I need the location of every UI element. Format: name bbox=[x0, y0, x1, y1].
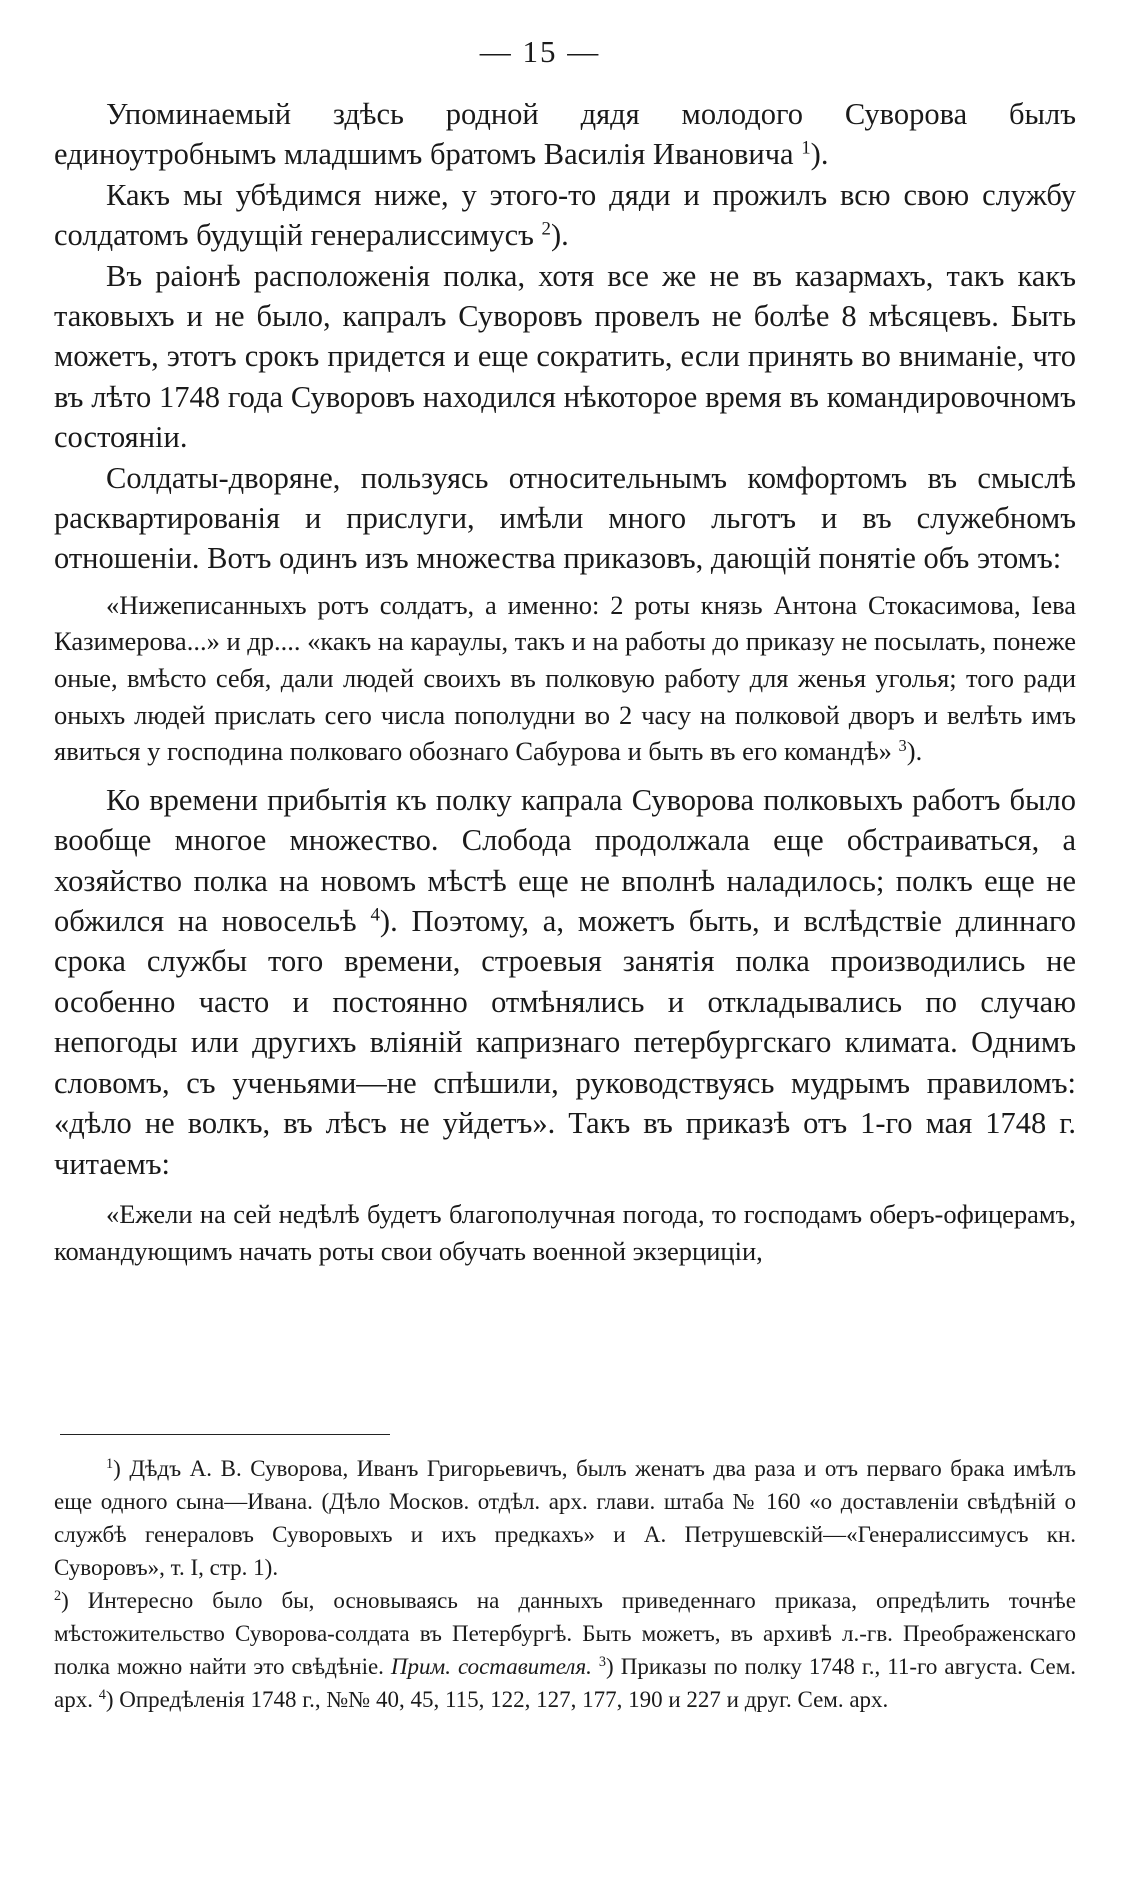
footnote-divider bbox=[60, 1434, 390, 1435]
paragraph-2-tail: ). bbox=[550, 218, 569, 253]
footnote-2-3-4 bbox=[54, 1584, 1076, 1716]
footnote-ref-3: 3 bbox=[898, 736, 907, 756]
quote-order-1 bbox=[54, 587, 1076, 770]
footnote-4-mark: 4 bbox=[98, 1687, 106, 1704]
footnote-ref-4: 4 bbox=[370, 904, 380, 926]
footnote-4-text: ) Опредѣленія 1748 г., №№ 40, 45, 115, 122, 127, 177, 190 и 227 и друг. Сем. арх. bbox=[105, 1687, 889, 1712]
paragraph-4: Солдаты-дворяне, пользуясь относительнымъ комфортомъ въ смыслѣ расквартированія и прислуги, имѣли много льготъ и въ служебномъ отношеніи. Вотъ одинъ изъ множества приказовъ, дающій понятіе объ этомъ: bbox=[54, 460, 1076, 576]
footnote-1 bbox=[54, 1452, 1076, 1584]
footnote-2-italic: Прим. составителя. bbox=[390, 1654, 592, 1679]
footnote-1-text: ) Дѣдъ А. В. Суворова, Иванъ Григорьевичъ, былъ женатъ два раза и отъ перваго брака имѣлъ еще одного сына—Ивана. (Дѣло Москов. отдѣл. арх. глави. штаба № 160 «о доставленіи свѣдѣній о службѣ генераловъ Суворовыхъ и ихъ предкахъ» и А. Петрушевскій—«Генералиссимусъ кн. Суворовъ», т. I, стр. 1). bbox=[54, 1456, 1076, 1580]
page-number: — 15 — bbox=[479, 34, 601, 69]
footnote-2-mark: 2 bbox=[54, 1588, 62, 1605]
quote-1-text: «Нижеписанныхъ ротъ солдатъ, а именно: 2 роты князь Антона Стокасимова, Іева Казимерова...» и др.... «какъ на караулы, такъ и на работы до приказу не посылать, понеже оные, вмѣсто себя, дали людей своихъ въ полковую работу для женья уголья; того ради оныхъ людей прислать сего числа пополудни во 2 часу на полковой дворъ и велѣть имъ явиться у господина полковаго обознаго Сабурова и быть въ его командѣ» bbox=[54, 589, 1076, 767]
footnote-1-mark: 1 bbox=[106, 1456, 114, 1473]
paragraph-2 bbox=[54, 175, 1076, 256]
paragraph-5-tail: ). Поэтому, а, можетъ быть, и вслѣдствіе длиннаго срока службы того времени, строевыя занятія полка производились не особенно часто и постоянно отмѣнялись и откладывались по случаю непогоды или другихъ вліяній капризнаго петербургскаго климата. Однимъ словомъ, съ ученьями—не спѣшили, руководствуясь мудрымъ правиломъ: «дѣло не волкъ, въ лѣсъ не уйдетъ». Такъ въ приказѣ отъ 1-го мая 1748 г. читаемъ: bbox=[54, 904, 1076, 1181]
footnote-2-text: ) Интересно было бы, основываясь на данныхъ приведеннаго приказа, опредѣлить точнѣе мѣстожительство Суворова-солдата въ Петербургѣ. Быть можетъ, въ архивѣ л.-гв. Преображенскаго полка можно найти это свѣдѣніе. bbox=[54, 1588, 1076, 1679]
quote-order-2: «Ежели на сей недѣлѣ будетъ благополучная погода, то господамъ оберъ-офицерамъ, командующимъ начать роты свои обучать военной экзерциціи, bbox=[54, 1198, 1076, 1266]
paragraph-3: Въ раіонѣ расположенія полка, хотя все же не въ казармахъ, такъ какъ таковыхъ и не было, капралъ Суворовъ провелъ не болѣе 8 мѣсяцевъ. Быть можетъ, этотъ срокъ придется и еще сократить, если принять во вниманіе, что въ лѣто 1748 года Суворовъ находился нѣкоторое время въ командировочномъ состояніи. bbox=[54, 258, 1076, 455]
paragraph-1 bbox=[54, 94, 1076, 175]
footnote-3-mark: 3 bbox=[598, 1654, 607, 1671]
paragraph-1-text: Упоминаемый здѣсь родной дядя молодого Суворова былъ единоутробнымъ младшимъ братомъ Василія Ивановича bbox=[54, 97, 1076, 172]
footnote-ref-1: 1 bbox=[801, 138, 811, 160]
quote-1-tail: ). bbox=[906, 736, 923, 767]
paragraph-2-text: Какъ мы убѣдимся ниже, у этого-то дяди и прожилъ всю свою службу солдатомъ будущій генералиссимусъ bbox=[54, 177, 1076, 253]
footnotes bbox=[54, 1452, 1076, 1716]
footnote-3-text: ) Приказы по полку 1748 г., 11-го августа. Сем. арх. bbox=[54, 1654, 1076, 1712]
footnote-ref-2: 2 bbox=[541, 218, 551, 240]
paragraph-1-tail: ). bbox=[810, 137, 829, 172]
main-text bbox=[54, 94, 1076, 1269]
paragraph-5-text: Ко времени прибытія къ полку капрала Суворова полковыхъ работъ было вообще многое множество. Слобода продолжала еще обстраиваться, а хозяйство полка на новомъ мѣстѣ еще не вполнѣ наладилось; полкъ еще не обжился на новосельѣ bbox=[54, 782, 1076, 939]
paragraph-5 bbox=[54, 780, 1076, 1184]
